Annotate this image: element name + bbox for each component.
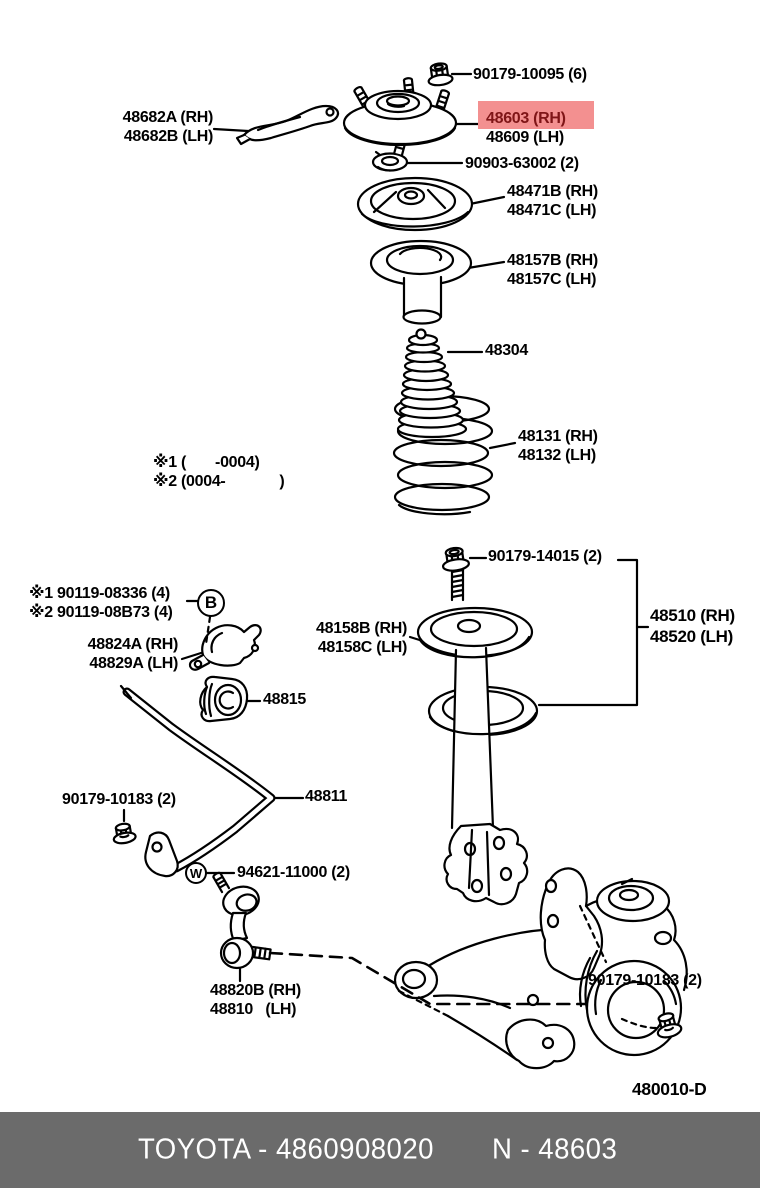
label-strut-48510: 48510 (RH) 48520 (LH) bbox=[650, 606, 735, 646]
label-seat-48158: 48158B (RH) 48158C (LH) bbox=[316, 620, 407, 656]
label-nut-90179-14015: 90179-14015 (2) bbox=[488, 548, 602, 565]
strut-bracket bbox=[444, 824, 527, 904]
label-boot-48304: 48304 bbox=[485, 342, 528, 359]
nut-90179-14015 bbox=[441, 546, 470, 572]
label-support-48603: 48603 (RH) 48609 (LH) bbox=[486, 110, 566, 146]
shock-absorber-strut bbox=[418, 565, 537, 905]
label-nut-10183-left: 90179-10183 (2) bbox=[62, 791, 176, 808]
footer-bar bbox=[0, 1112, 760, 1188]
label-washer-90903: 90903-63002 (2) bbox=[465, 155, 579, 172]
label-bar-48811: 48811 bbox=[305, 788, 348, 805]
label-bushing-48815: 48815 bbox=[263, 691, 306, 708]
support-dust-seal bbox=[358, 178, 472, 230]
note-bolt-90119: ※1 90119-08336 (4) ※2 90119-08B73 (4) bbox=[29, 585, 173, 621]
suspension-support bbox=[344, 78, 456, 155]
label-dust-seal-48471: 48471B (RH) 48471C (LH) bbox=[507, 183, 598, 219]
highlighted-part-number: 48603 (RH) bbox=[486, 110, 566, 127]
washer-marker-w: W bbox=[185, 862, 207, 884]
footer-figure-number: N - 48603 bbox=[492, 1133, 618, 1166]
label-washer-94621: 94621-11000 (2) bbox=[237, 864, 350, 881]
nut-90179-10095 bbox=[426, 62, 453, 87]
label-link-48820: 48820B (RH) 48810 (LH) bbox=[210, 982, 301, 1018]
stabilizer-bar bbox=[121, 686, 271, 876]
bolt-marker-b: B bbox=[197, 589, 225, 617]
dust-boot bbox=[398, 330, 466, 438]
stabilizer-bracket bbox=[190, 625, 261, 670]
label-bracket-48824: 48824A (RH) 48829A (LH) bbox=[87, 636, 178, 672]
steering-knuckle-lower-arm bbox=[395, 868, 687, 1068]
label-nut-90179-10095: 90179-10095 (6) bbox=[473, 66, 587, 83]
stabilizer-bushing bbox=[200, 677, 247, 721]
label-bracket-48682: 48682A (RH) 48682B (LH) bbox=[122, 109, 213, 145]
footer-part-number: TOYOTA - 4860908020 bbox=[138, 1133, 434, 1166]
spring-insulator bbox=[371, 241, 471, 324]
nut-90179-10183-left bbox=[111, 822, 136, 845]
stabilizer-link bbox=[213, 872, 271, 968]
label-spring-48131: 48131 (RH) 48132 (LH) bbox=[518, 428, 598, 464]
diagram-code: 480010-D bbox=[632, 1079, 707, 1099]
note-spec-range: ※1 ( -0004) ※2 (0004- ) bbox=[153, 454, 285, 490]
label-nut-10183-right: 90179-10183 (2) bbox=[588, 972, 702, 989]
suspension-support-bracket bbox=[237, 106, 338, 144]
label-insulator-48157: 48157B (RH) 48157C (LH) bbox=[507, 252, 598, 288]
